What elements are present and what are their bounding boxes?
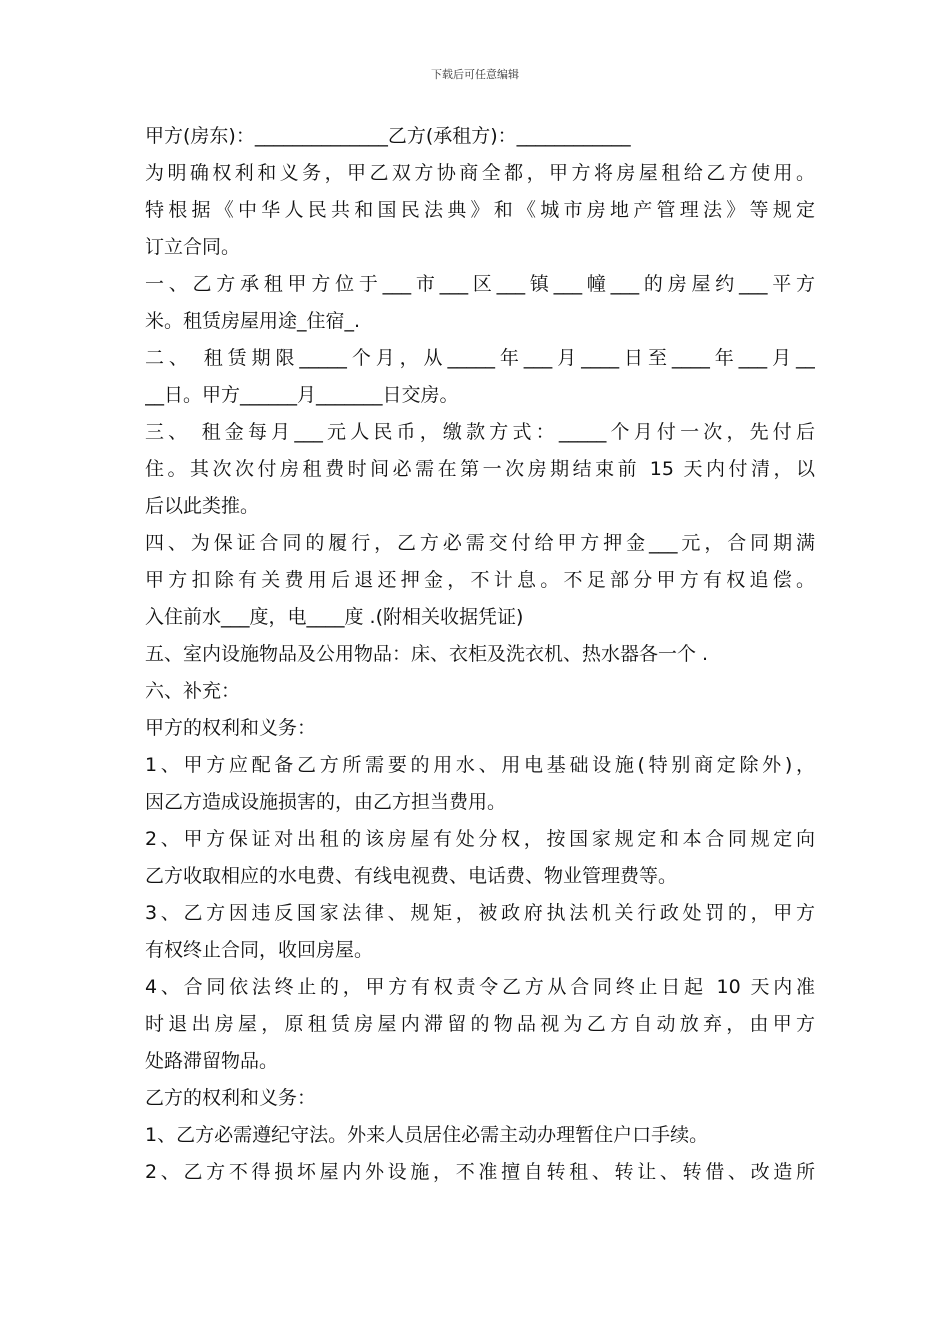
page-header: 下载后可任意编辑 <box>431 68 519 81</box>
text-line-23: 有权终止合同，收回房屋。 <box>145 939 374 961</box>
text-line-20: 2、甲方保证对出租的该房屋有处分权，按国家规定和本合同规定向 <box>145 828 815 850</box>
text-line-16: 六、补充： <box>145 680 241 702</box>
text-line-25: 时退出房屋，原租赁房屋内滞留的物品视为乙方自动放弃，由甲方 <box>145 1013 815 1035</box>
text-line-4: 订立合同。 <box>145 236 241 258</box>
text-line-2: 为明确权利和义务，甲乙双方协商全都，甲方将房屋租给乙方使用。 <box>145 162 815 184</box>
text-line-15: 五、室内设施物品及公用物品：床、衣柜及洗衣机、热水器各一个 . <box>145 643 709 665</box>
text-line-21: 乙方收取相应的水电费、有线电视费、电话费、物业管理费等。 <box>145 865 678 887</box>
text-line-6: 米。租赁房屋用途_住宿_. <box>145 310 361 332</box>
text-line-14: 入住前水___度，电____度 .(附相关收据凭证) <box>145 606 524 628</box>
text-line-27: 乙方的权利和义务： <box>145 1087 317 1109</box>
text-line-18: 1、甲方应配备乙方所需要的用水、用电基础设施(特别商定除外)， <box>145 754 815 776</box>
text-line-24: 4、合同依法终止的，甲方有权责令乙方从合同终止日起 10 天内准 <box>145 976 815 998</box>
text-line-9: 三、 租金每月___元人民币，缴款方式：_____个月付一次，先付后 <box>145 421 815 443</box>
text-line-1: 甲方(房东)：______________乙方(承租方)：____________ <box>145 125 631 147</box>
text-line-7: 二、 租赁期限_____个月，从_____年___月____日至____年___月__ <box>145 347 815 369</box>
text-line-12: 四、为保证合同的履行，乙方必需交付给甲方押金___元，合同期满 <box>145 532 815 554</box>
text-line-11: 后以此类推。 <box>145 495 260 517</box>
text-line-28: 1、乙方必需遵纪守法。外来人员居住必需主动办理暂住户口手续。 <box>145 1124 709 1146</box>
text-line-29: 2、乙方不得损坏屋内外设施，不准擅自转租、转让、转借、改造所 <box>145 1161 815 1183</box>
text-line-26: 处路滞留物品。 <box>145 1050 279 1072</box>
contract-body <box>145 118 815 1191</box>
text-line-13: 甲方扣除有关费用后退还押金，不计息。不足部分甲方有权追偿。 <box>145 569 815 591</box>
text-line-19: 因乙方造成设施损害的，由乙方担当费用。 <box>145 791 507 813</box>
text-line-10: 住。其次次付房租费时间必需在第一次房期结束前 15 天内付清，以 <box>145 458 815 480</box>
text-line-8: __日。甲方______月_______日交房。 <box>145 384 459 406</box>
text-line-22: 3、乙方因违反国家法律、规矩，被政府执法机关行政处罚的，甲方 <box>145 902 815 924</box>
text-line-3: 特根据《中华人民共和国民法典》和《城市房地产管理法》等规定 <box>145 199 815 221</box>
text-line-17: 甲方的权利和义务： <box>145 717 317 739</box>
text-line-5: 一、乙方承租甲方位于___市___区___镇___幢___的房屋约___平方 <box>145 273 815 295</box>
